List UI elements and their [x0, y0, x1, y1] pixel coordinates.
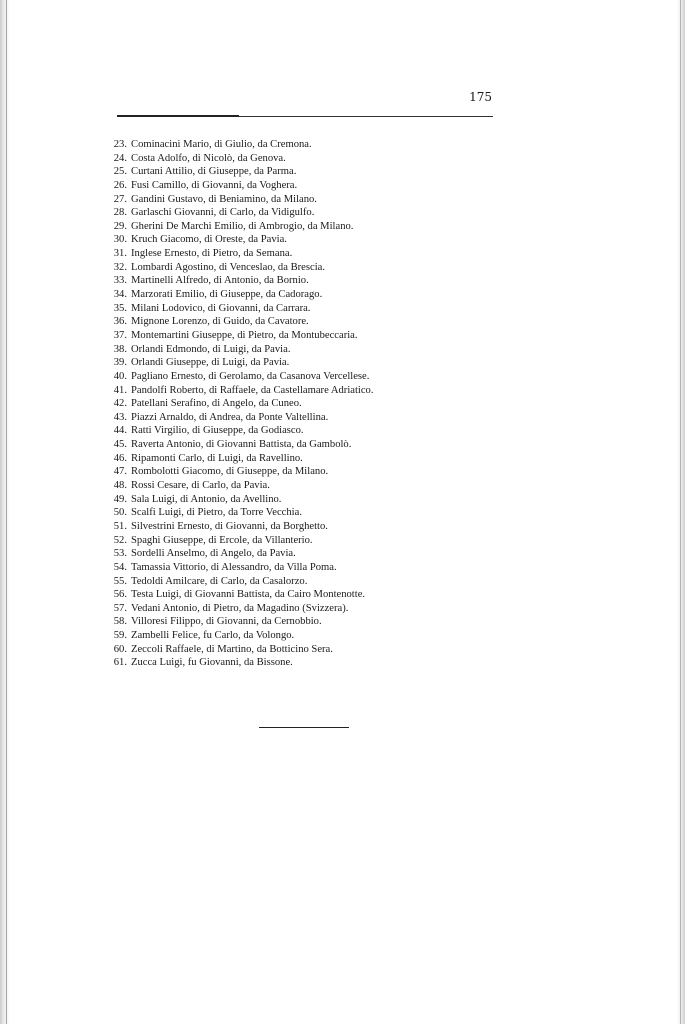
list-item — [100, 233, 500, 247]
list-item — [100, 261, 500, 275]
entry-number: 28. — [113, 207, 127, 219]
right-edge-line — [680, 0, 681, 1024]
list-item — [100, 384, 500, 398]
list-item — [100, 411, 500, 425]
list-item — [100, 534, 500, 548]
entry-text: Orlandi Giuseppe, di Luigi, da Pavia. — [131, 357, 290, 369]
list-item — [100, 561, 500, 575]
entry-number: 27. — [113, 193, 127, 205]
name-list — [100, 138, 500, 670]
list-item — [100, 575, 500, 589]
entry-number: 39. — [113, 357, 127, 369]
entry-number: 25. — [113, 166, 127, 178]
entry-number: 44. — [113, 425, 127, 437]
entry-text: Costa Adolfo, di Nicolò, da Genova. — [131, 152, 286, 164]
entry-text: Cominacini Mario, di Giulio, da Cremona. — [131, 139, 312, 150]
entry-text: Rossi Cesare, di Carlo, da Pavia. — [131, 480, 270, 492]
list-item — [100, 520, 500, 534]
binding-edge-shadow — [0, 0, 10, 1024]
entry-number: 26. — [113, 179, 127, 191]
entry-text: Scalfi Luigi, di Pietro, da Torre Vecchia. — [131, 507, 302, 519]
entry-number: 37. — [113, 329, 127, 341]
entry-text: Piazzi Arnaldo, di Andrea, da Ponte Valtellina. — [131, 411, 329, 423]
list-item — [100, 302, 500, 316]
entry-text: Ratti Virgilio, di Giuseppe, da Godiasco. — [131, 425, 304, 437]
entry-number: 60. — [113, 643, 127, 655]
entry-text: Raverta Antonio, di Giovanni Battista, da Gambolò. — [131, 439, 352, 451]
entry-number: 36. — [113, 316, 127, 328]
entry-number: 42. — [113, 398, 127, 410]
entry-number: 23. — [113, 139, 127, 150]
entry-text: Rombolotti Giacomo, di Giuseppe, da Milano. — [131, 466, 329, 478]
entry-number: 50. — [113, 507, 127, 519]
list-item — [100, 438, 500, 452]
entry-text: Silvestrini Ernesto, di Giovanni, da Borghetto. — [131, 520, 328, 532]
entry-text: Pagliano Ernesto, di Gerolamo, da Casanova Vercellese. — [131, 370, 370, 382]
list-item — [100, 138, 500, 152]
entry-text: Curtani Attilio, di Giuseppe, da Parma. — [131, 166, 297, 178]
list-item — [100, 343, 500, 357]
entry-text: Sordelli Anselmo, di Angelo, da Pavia. — [131, 548, 296, 560]
list-item — [100, 329, 500, 343]
entry-number: 32. — [113, 261, 127, 273]
entry-text: Inglese Ernesto, di Pietro, da Semana. — [131, 248, 293, 260]
list-item — [100, 193, 500, 207]
list-item — [100, 629, 500, 643]
page-number: 175 — [469, 90, 492, 104]
list-item — [100, 465, 500, 479]
list-item — [100, 479, 500, 493]
entry-text: Garlaschi Giovanni, di Carlo, da Vidigulfo. — [131, 207, 315, 219]
entry-number: 30. — [113, 234, 127, 246]
entry-number: 52. — [113, 534, 127, 546]
list-item — [100, 288, 500, 302]
entry-text: Fusi Camillo, di Giovanni, da Voghera. — [131, 179, 298, 191]
list-item — [100, 506, 500, 520]
entry-number: 40. — [113, 370, 127, 382]
binding-edge-line — [6, 0, 7, 1024]
list-item — [100, 493, 500, 507]
entry-text: Zeccoli Raffaele, di Martino, da Botticino Sera. — [131, 643, 333, 655]
entry-text: Patellani Serafino, di Angelo, da Cuneo. — [131, 398, 302, 410]
entry-text: Tamassia Vittorio, di Alessandro, da Villa Poma. — [131, 561, 337, 573]
header-rule-accent — [117, 115, 239, 117]
list-item — [100, 315, 500, 329]
entry-number: 54. — [113, 561, 127, 573]
entry-text: Montemartini Giuseppe, di Pietro, da Montubeccaria. — [131, 329, 358, 341]
list-item — [100, 220, 500, 234]
entry-text: Villoresi Filippo, di Giovanni, da Cernobbio. — [131, 616, 322, 628]
entry-text: Mignone Lorenzo, di Guido, da Cavatore. — [131, 316, 309, 328]
entry-number: 53. — [113, 548, 127, 560]
entry-text: Testa Luigi, di Giovanni Battista, da Cairo Montenotte. — [131, 589, 366, 601]
entry-number: 61. — [113, 657, 127, 669]
entry-number: 47. — [113, 466, 127, 478]
list-item — [100, 602, 500, 616]
entry-text: Lombardi Agostino, di Venceslao, da Brescia. — [131, 261, 325, 273]
entry-number: 58. — [113, 616, 127, 628]
entry-number: 34. — [113, 289, 127, 301]
entry-text: Vedani Antonio, di Pietro, da Magadino (Svizzera). — [131, 602, 349, 614]
entry-number: 51. — [113, 520, 127, 532]
right-edge-shadow — [677, 0, 685, 1024]
entry-text: Gandini Gustavo, di Beniamino, da Milano. — [131, 193, 317, 205]
list-item — [100, 424, 500, 438]
entry-number: 24. — [113, 152, 127, 164]
entry-number: 38. — [113, 343, 127, 355]
entry-text: Milani Lodovico, di Giovanni, da Carrara. — [131, 302, 311, 314]
entry-number: 33. — [113, 275, 127, 287]
list-item — [100, 152, 500, 166]
entry-text: Sala Luigi, di Antonio, da Avellino. — [131, 493, 282, 505]
entry-number: 41. — [113, 384, 127, 396]
entry-number: 49. — [113, 493, 127, 505]
list-item — [100, 356, 500, 370]
list-item — [100, 656, 500, 670]
list-item — [100, 547, 500, 561]
entry-text: Martinelli Alfredo, di Antonio, da Bornio. — [131, 275, 309, 287]
entry-text: Tedoldi Amilcare, di Carlo, da Casalorzo. — [131, 575, 308, 587]
list-item — [100, 274, 500, 288]
entry-number: 59. — [113, 630, 127, 642]
entry-text: Gherini De Marchi Emilio, di Ambrogio, da Milano. — [131, 220, 354, 232]
entry-number: 43. — [113, 411, 127, 423]
list-item — [100, 206, 500, 220]
entry-text: Spaghi Giuseppe, di Ercole, da Villanterio. — [131, 534, 313, 546]
end-rule — [259, 727, 349, 728]
list-item — [100, 643, 500, 657]
entry-text: Ripamonti Carlo, di Luigi, da Ravellino. — [131, 452, 303, 464]
list-item — [100, 588, 500, 602]
entry-number: 55. — [113, 575, 127, 587]
entry-text: Orlandi Edmondo, di Luigi, da Pavia. — [131, 343, 291, 355]
entry-number: 56. — [113, 589, 127, 601]
entry-text: Pandolfi Roberto, di Raffaele, da Castellamare Adriatico. — [131, 384, 374, 396]
list-item — [100, 247, 500, 261]
entry-number: 45. — [113, 439, 127, 451]
entry-number: 48. — [113, 480, 127, 492]
entry-text: Marzorati Emilio, di Giuseppe, da Cadorago. — [131, 289, 323, 301]
entry-text: Kruch Giacomo, di Oreste, da Pavia. — [131, 234, 287, 246]
list-item — [100, 615, 500, 629]
list-item — [100, 179, 500, 193]
list-item — [100, 397, 500, 411]
list-item — [100, 165, 500, 179]
list-item — [100, 370, 500, 384]
entry-number: 35. — [113, 302, 127, 314]
entry-text: Zambelli Felice, fu Carlo, da Volongo. — [131, 630, 295, 642]
entry-text: Zucca Luigi, fu Giovanni, da Bissone. — [131, 657, 293, 669]
list-item — [100, 452, 500, 466]
entry-number: 29. — [113, 220, 127, 232]
entry-number: 31. — [113, 248, 127, 260]
entry-number: 57. — [113, 602, 127, 614]
entry-number: 46. — [113, 452, 127, 464]
